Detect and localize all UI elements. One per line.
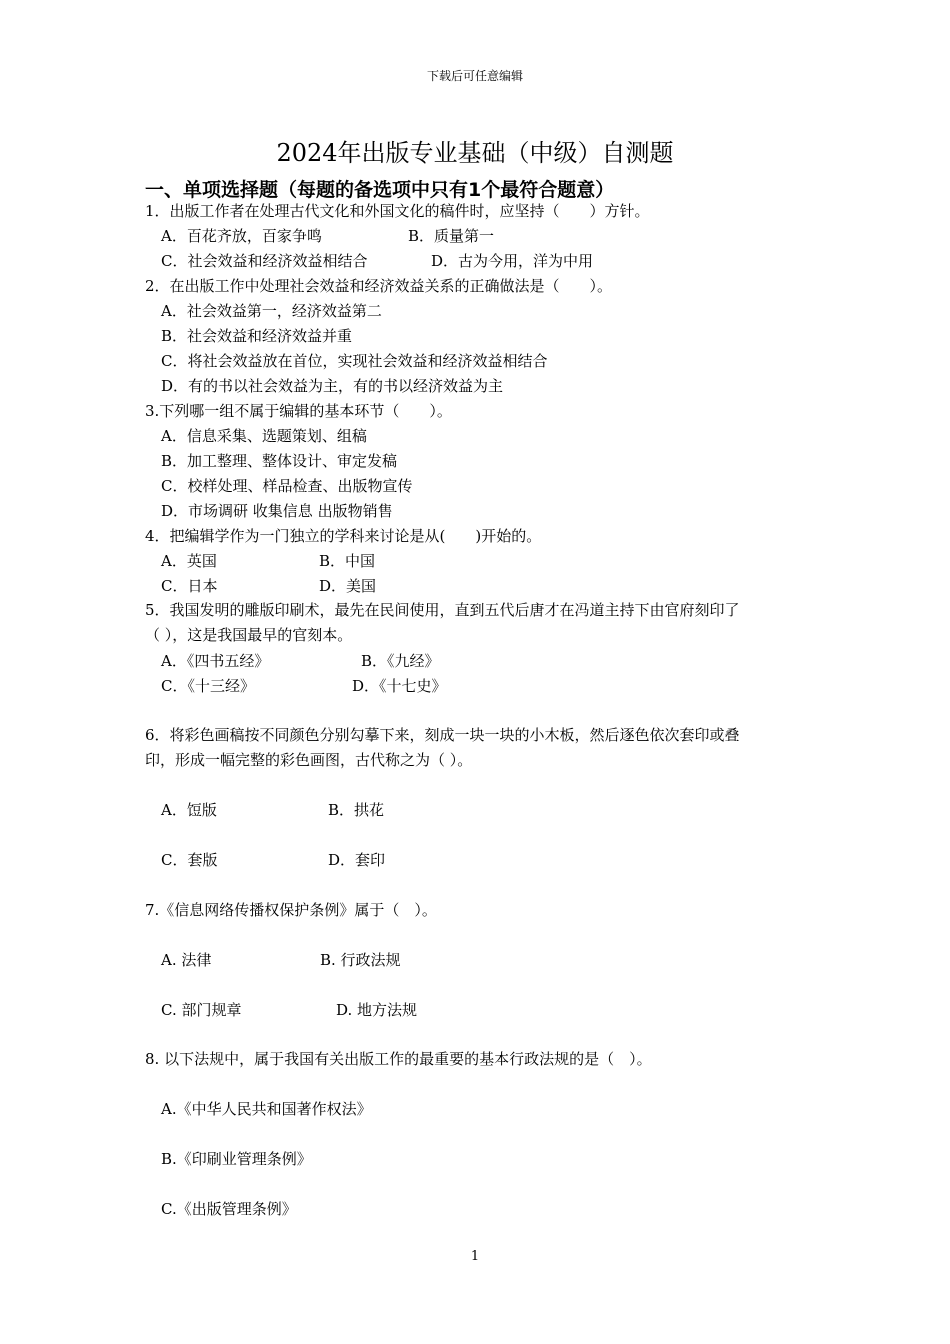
question-1-stem: 1．出版工作者在处理古代文化和外国文化的稿件时，应坚持（ ）方针。: [145, 202, 650, 220]
question-5-option-a: A．《四书五经》: [161, 652, 270, 670]
question-3-option-b: B．加工整理、整体设计、审定发稿: [161, 452, 398, 470]
question-3-option-a: A．信息采集、选题策划、组稿: [161, 427, 367, 445]
question-4-option-d: D．美国: [319, 577, 377, 595]
question-2-option-b: B．社会效益和经济效益并重: [161, 327, 353, 345]
question-5-stem-line-1: 5．我国发明的雕版印刷术，最先在民间使用，直到五代后唐才在冯道主持下由官府刻印了: [145, 601, 740, 619]
question-1-option-c: C．社会效益和经济效益相结合: [161, 252, 368, 270]
question-7-option-b: B. 行政法规: [320, 951, 401, 969]
question-6-stem-line-1: 6．将彩色画稿按不同颜色分别勾摹下来，刻成一块一块的小木板，然后逐色依次套印或叠: [145, 726, 740, 744]
question-1-option-b: B．质量第一: [408, 227, 495, 245]
question-8-option-c: C.《出版管理条例》: [161, 1200, 297, 1218]
question-5-option-d: D．《十七史》: [352, 677, 447, 695]
question-2-option-a: A．社会效益第一，经济效益第二: [161, 302, 382, 320]
question-3-option-d: D．市场调研 收集信息 出版物销售: [161, 502, 393, 520]
section-heading: 一、单项选择题（每题的备选项中只有1个最符合题意）: [145, 179, 615, 201]
question-6-stem-line-2: 印，形成一幅完整的彩色画图，古代称之为（ ）。: [145, 751, 473, 769]
question-3-option-c: C．校样处理、样品检查、出版物宣传: [161, 477, 413, 495]
question-6-option-d: D．套印: [328, 851, 386, 869]
question-5-option-b: B．《九经》: [361, 652, 440, 670]
question-4-stem: 4．把编辑学作为一门独立的学科来讨论是从( )开始的。: [145, 527, 542, 545]
question-6-option-a: A．饾版: [161, 801, 217, 819]
page-header: 下载后可任意编辑: [426, 69, 523, 83]
question-7-option-c: C. 部门规章: [161, 1001, 242, 1019]
question-2-option-c: C．将社会效益放在首位，实现社会效益和经济效益相结合: [161, 352, 548, 370]
question-5-option-c: C．《十三经》: [161, 677, 255, 695]
question-8-stem: 8. 以下法规中，属于我国有关出版工作的最重要的基本行政法规的是（ ）。: [145, 1050, 652, 1068]
question-7-stem: 7.《信息网络传播权保护条例》属于（ ）。: [145, 901, 437, 919]
question-8-option-a: A.《中华人民共和国著作权法》: [161, 1100, 372, 1118]
question-6-option-c: C．套版: [161, 851, 218, 869]
page-title: 2024年出版专业基础（中级）自测题: [276, 139, 674, 167]
question-3-stem: 3.下列哪一组不属于编辑的基本环节（ ）。: [145, 402, 452, 420]
question-4-option-a: A．英国: [161, 552, 217, 570]
question-1-option-d: D．古为今用，洋为中用: [431, 252, 594, 270]
question-4-option-b: B．中国: [319, 552, 376, 570]
question-7-option-d: D. 地方法规: [336, 1001, 418, 1019]
question-7-option-a: A. 法律: [161, 951, 212, 969]
question-2-stem: 2．在出版工作中处理社会效益和经济效益关系的正确做法是（ ）。: [145, 277, 613, 295]
page-number: 1: [470, 1249, 480, 1264]
question-1-option-a: A．百花齐放，百家争鸣: [161, 227, 322, 245]
question-8-option-b: B.《印刷业管理条例》: [161, 1150, 312, 1168]
question-4-option-c: C．日本: [161, 577, 218, 595]
question-5-stem-line-2: （ ），这是我国最早的官刻本。: [145, 626, 353, 644]
question-6-option-b: B．拱花: [328, 801, 385, 819]
question-2-option-d: D．有的书以社会效益为主，有的书以经济效益为主: [161, 377, 504, 395]
